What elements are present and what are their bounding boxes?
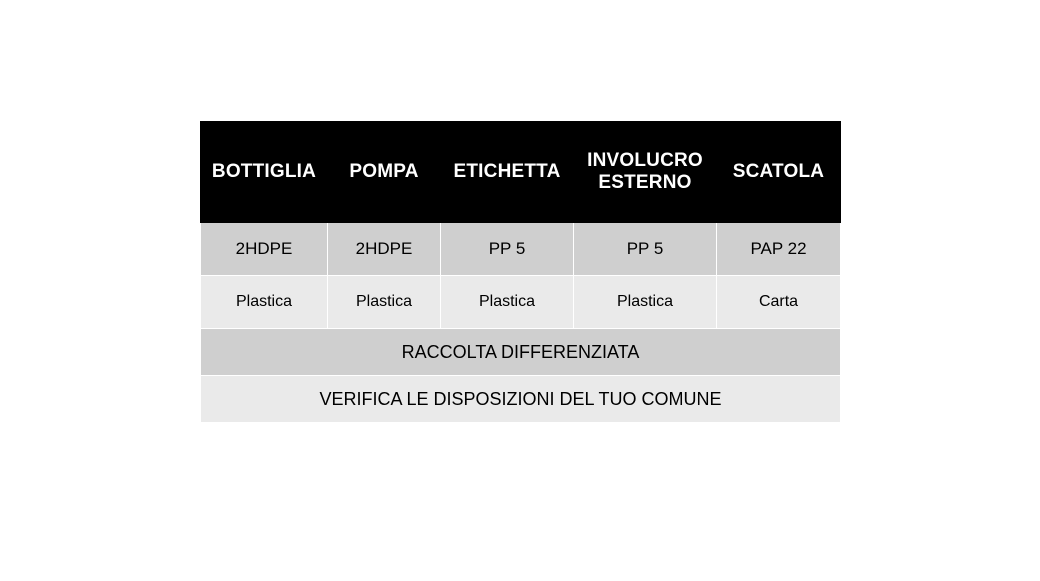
material-type-bottiglia: Plastica (201, 276, 328, 329)
material-type-scatola: Carta (717, 276, 841, 329)
column-header-involucro-esterno: INVOLUCRO ESTERNO (574, 122, 717, 223)
material-type-pompa: Plastica (328, 276, 441, 329)
banner-raccolta-differenziata: RACCOLTA DIFFERENZIATA (201, 329, 841, 376)
table-row (201, 329, 841, 376)
column-header-etichetta: ETICHETTA (441, 122, 574, 223)
recycling-info-table (200, 121, 841, 423)
material-type-etichetta: Plastica (441, 276, 574, 329)
material-code-bottiglia: 2HDPE (201, 223, 328, 276)
table-row (201, 276, 841, 329)
table-header-row (201, 122, 841, 223)
banner-verifica-disposizioni: VERIFICA LE DISPOSIZIONI DEL TUO COMUNE (201, 376, 841, 423)
table-row (201, 223, 841, 276)
material-code-scatola: PAP 22 (717, 223, 841, 276)
column-header-bottiglia: BOTTIGLIA (201, 122, 328, 223)
material-code-involucro-esterno: PP 5 (574, 223, 717, 276)
material-type-involucro-esterno: Plastica (574, 276, 717, 329)
column-header-scatola: SCATOLA (717, 122, 841, 223)
material-code-etichetta: PP 5 (441, 223, 574, 276)
column-header-pompa: POMPA (328, 122, 441, 223)
material-code-pompa: 2HDPE (328, 223, 441, 276)
table-row (201, 376, 841, 423)
